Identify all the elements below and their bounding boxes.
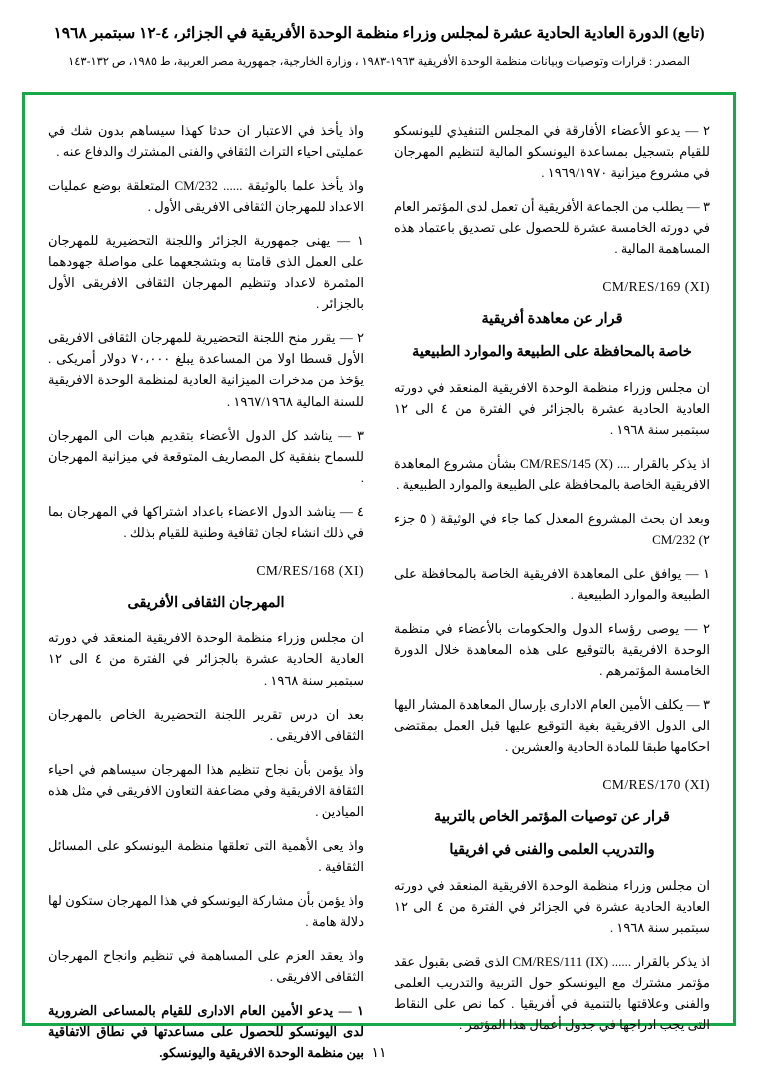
section-subheading: والتدريب العلمى والفنى في افريقيا (449, 841, 655, 858)
resolution-code: CM/RES/169 (XI) (602, 279, 710, 295)
paragraph: ان مجلس وزراء منظمة الوحدة الافريقية المنعقد في دورته العادية الحادية عشرة في الجزائر في الفترة من ٤ الى ١٢ سبتمبر سنة ١٩٦٨ . (394, 877, 710, 935)
paragraph: ٢ — يدعو الأعضاء الأفارقة في المجلس التنفيذي لليونسكو للقيام بتسجيل بمساعدة اليونسكو المالية لتنظيم المهرجان في مشروع ميزانية ١٩٦٩/١٩٧٠ . (394, 123, 710, 181)
paragraph: واذ يعقد العزم على المساهمة في تنظيم وانجاح المهرجان الثقافى الافريقى . (48, 948, 364, 985)
paragraph: ٣ — يطلب من الجماعة الأفريقية أن تعمل لدى المؤتمر العام في دورته الخامسة عشرة للحصول على تصديق باعتماد هذه المساهمة المالية . (394, 199, 710, 257)
paragraph: واذ يأخذ في الاعتبار ان حدثا كهذا سيساهم بدون شك في عمليتى احياء التراث الثقافي والفنى المشترك والدفاع عنه . (48, 123, 364, 160)
paragraph: اذ يذكر بالقرار ...... CM/RES/111 (IX) الذى قضى بقبول عقد مؤتمر مشترك مع اليونسكو حول التربية والتدريب العلمى والفنى وعلاقتها بالتنمية في أفريقيا . كما نص على النقاط التى يجب ادراجها في جدول أعمال هذا المؤتمر . (394, 953, 710, 1032)
paragraph: ان مجلس وزراء منظمة الوحدة الافريقية المنعقد في دورته العادية الحادية عشرة بالجزائر في الفترة من ٤ الى ١٢ سبتمبر سنة ١٩٦٨ . (48, 630, 364, 688)
section-heading: قرار عن معاهدة أفريقية (481, 311, 623, 328)
document-header (0, 0, 758, 70)
paragraph: واذ يؤمن بأن مشاركة اليونسكو في هذا المهرجان ستكون لها دلالة هامة . (48, 892, 364, 929)
section-heading: قرار عن توصيات المؤتمر الخاص بالتربية (434, 809, 670, 826)
paragraph: ٢ — يوصى رؤساء الدول والحكومات بالأعضاء في منظمة الوحدة الافريقية بالتوقيع على هذه المعاهدة خلال الدورة الخامسة المؤتمرهم . (394, 620, 710, 679)
paragraph: ان مجلس وزراء منظمة الوحدة الافريقية المنعقد في دورته العادية الحادية عشرة بالجزائر في الفترة من ٤ الى ١٢ سبتمبر سنة ١٩٦٨ . (394, 379, 710, 437)
paragraph: واذ يعى الأهمية التى تعلقها منظمة اليونسكو على المسائل الثقافية . (48, 837, 364, 874)
paragraph: ١ — يوافق على المعاهدة الافريقية الخاصة بالمحافظة على الطبيعة والموارد الطبيعية . (394, 565, 710, 602)
paragraph: اذ يذكر بالقرار .... CM/RES/145 (X) بشأن مشروع المعاهدة الافريقية الخاصة بالمحافظة على الطبيعة والموارد الطبيعية . (394, 455, 711, 492)
paragraph: وبعد ان بحث المشروع المعدل كما جاء في الوثيقة ( ٥ جزء ٢) CM/232 (394, 510, 710, 547)
paragraph: ٣ — يناشد كل الدول الأعضاء بتقديم هبات الى المهرجان للسماح بنفقية كل المصاريف المتوقعة في ميزانية المهرجان . (48, 427, 364, 485)
section-heading: المهرجان الثقافى الأفريقى (127, 594, 285, 611)
column-left (48, 120, 365, 1061)
paragraph: بعد ان درس تقرير اللجنة التحضيرية الخاص بالمهرجان الثقافى الافريقى . (48, 706, 364, 743)
page-title: (تابع) الدورة العادية الحادية عشرة لمجلس وزراء منظمة الوحدة الأفريقية في الجزائر، ٤-١٢ سبتمبر ١٩٦٨ (53, 25, 705, 42)
paragraph: ٢ — يقرر منح اللجنة التحضيرية للمهرجان الثقافى الافريقى الأول قسطا اولا من المساعدة يبلغ ٧٠،٠٠٠ دولار أمريكى . يؤخذ من مدخرات الميزانية العادية لمنظمة الوحدة الافريقية للسنة المالية ١٩٦٧/١٩٦٨ . (48, 330, 364, 409)
column-right (394, 120, 711, 1032)
resolution-code: CM/RES/170 (XI) (602, 777, 710, 793)
page-number: ١١ (371, 1046, 387, 1061)
paragraph: واذ يؤمن بأن نجاح تنظيم هذا المهرجان سيساهم في احياء الثقافة الافريقية وفي مضاعفة التعاون الافريقى في مثل هذه الميادين . (48, 761, 364, 819)
paragraph: ١ — يهنى جمهورية الجزائر واللجنة التحضيرية للمهرجان على العمل الذى قامتا به وبتشجعهما على مواصلة جهودهما المثمرة لاعداد وتنظيم المهرجان الثقافى الافريقى الأول بالجزائر . (48, 233, 364, 312)
paragraph: ٤ — يناشد الدول الاعضاء باعداد اشتراكها في المهرجان بما في ذلك انشاء لجان ثقافية وطنية للقيام بذلك . (48, 503, 364, 540)
paragraph: ١ — يدعو الأمين العام الادارى للقيام بالمساعى الضرورية لدى اليونسكو للحصول على مساعدتها في نطاق الاتفاقية بين منظمة الوحدة الافريقية واليونسكو. (48, 1003, 364, 1061)
paragraph: واذ يأخذ علما بالوثيقة ...... CM/232 المتعلقة بوضع عمليات الاعداد للمهرجان الثقافى الافريقى الأول . (48, 178, 365, 215)
section-subheading: خاصة بالمحافظة على الطبيعة والموارد الطبيعية (412, 343, 692, 360)
paragraph: ٣ — يكلف الأمين العام الادارى بإرسال المعاهدة المشار اليها الى الدول الافريقية بغية التوقيع عليها قبل العمل بمقتضى احكامها طبقا للمادة الحادية والعشرين . (394, 697, 710, 755)
resolution-code: CM/RES/168 (XI) (256, 562, 364, 578)
source-line: المصدر : ‏قرارات وتوصيات وبيانات منظمة الوحدة الأفريقية ١٩٦٣-١٩٨٣ ، وزارة الخارجية، جمهورية مصر العربية، ط ١٩٨٥، ص ١٣٢-١٤٣ (68, 56, 690, 69)
